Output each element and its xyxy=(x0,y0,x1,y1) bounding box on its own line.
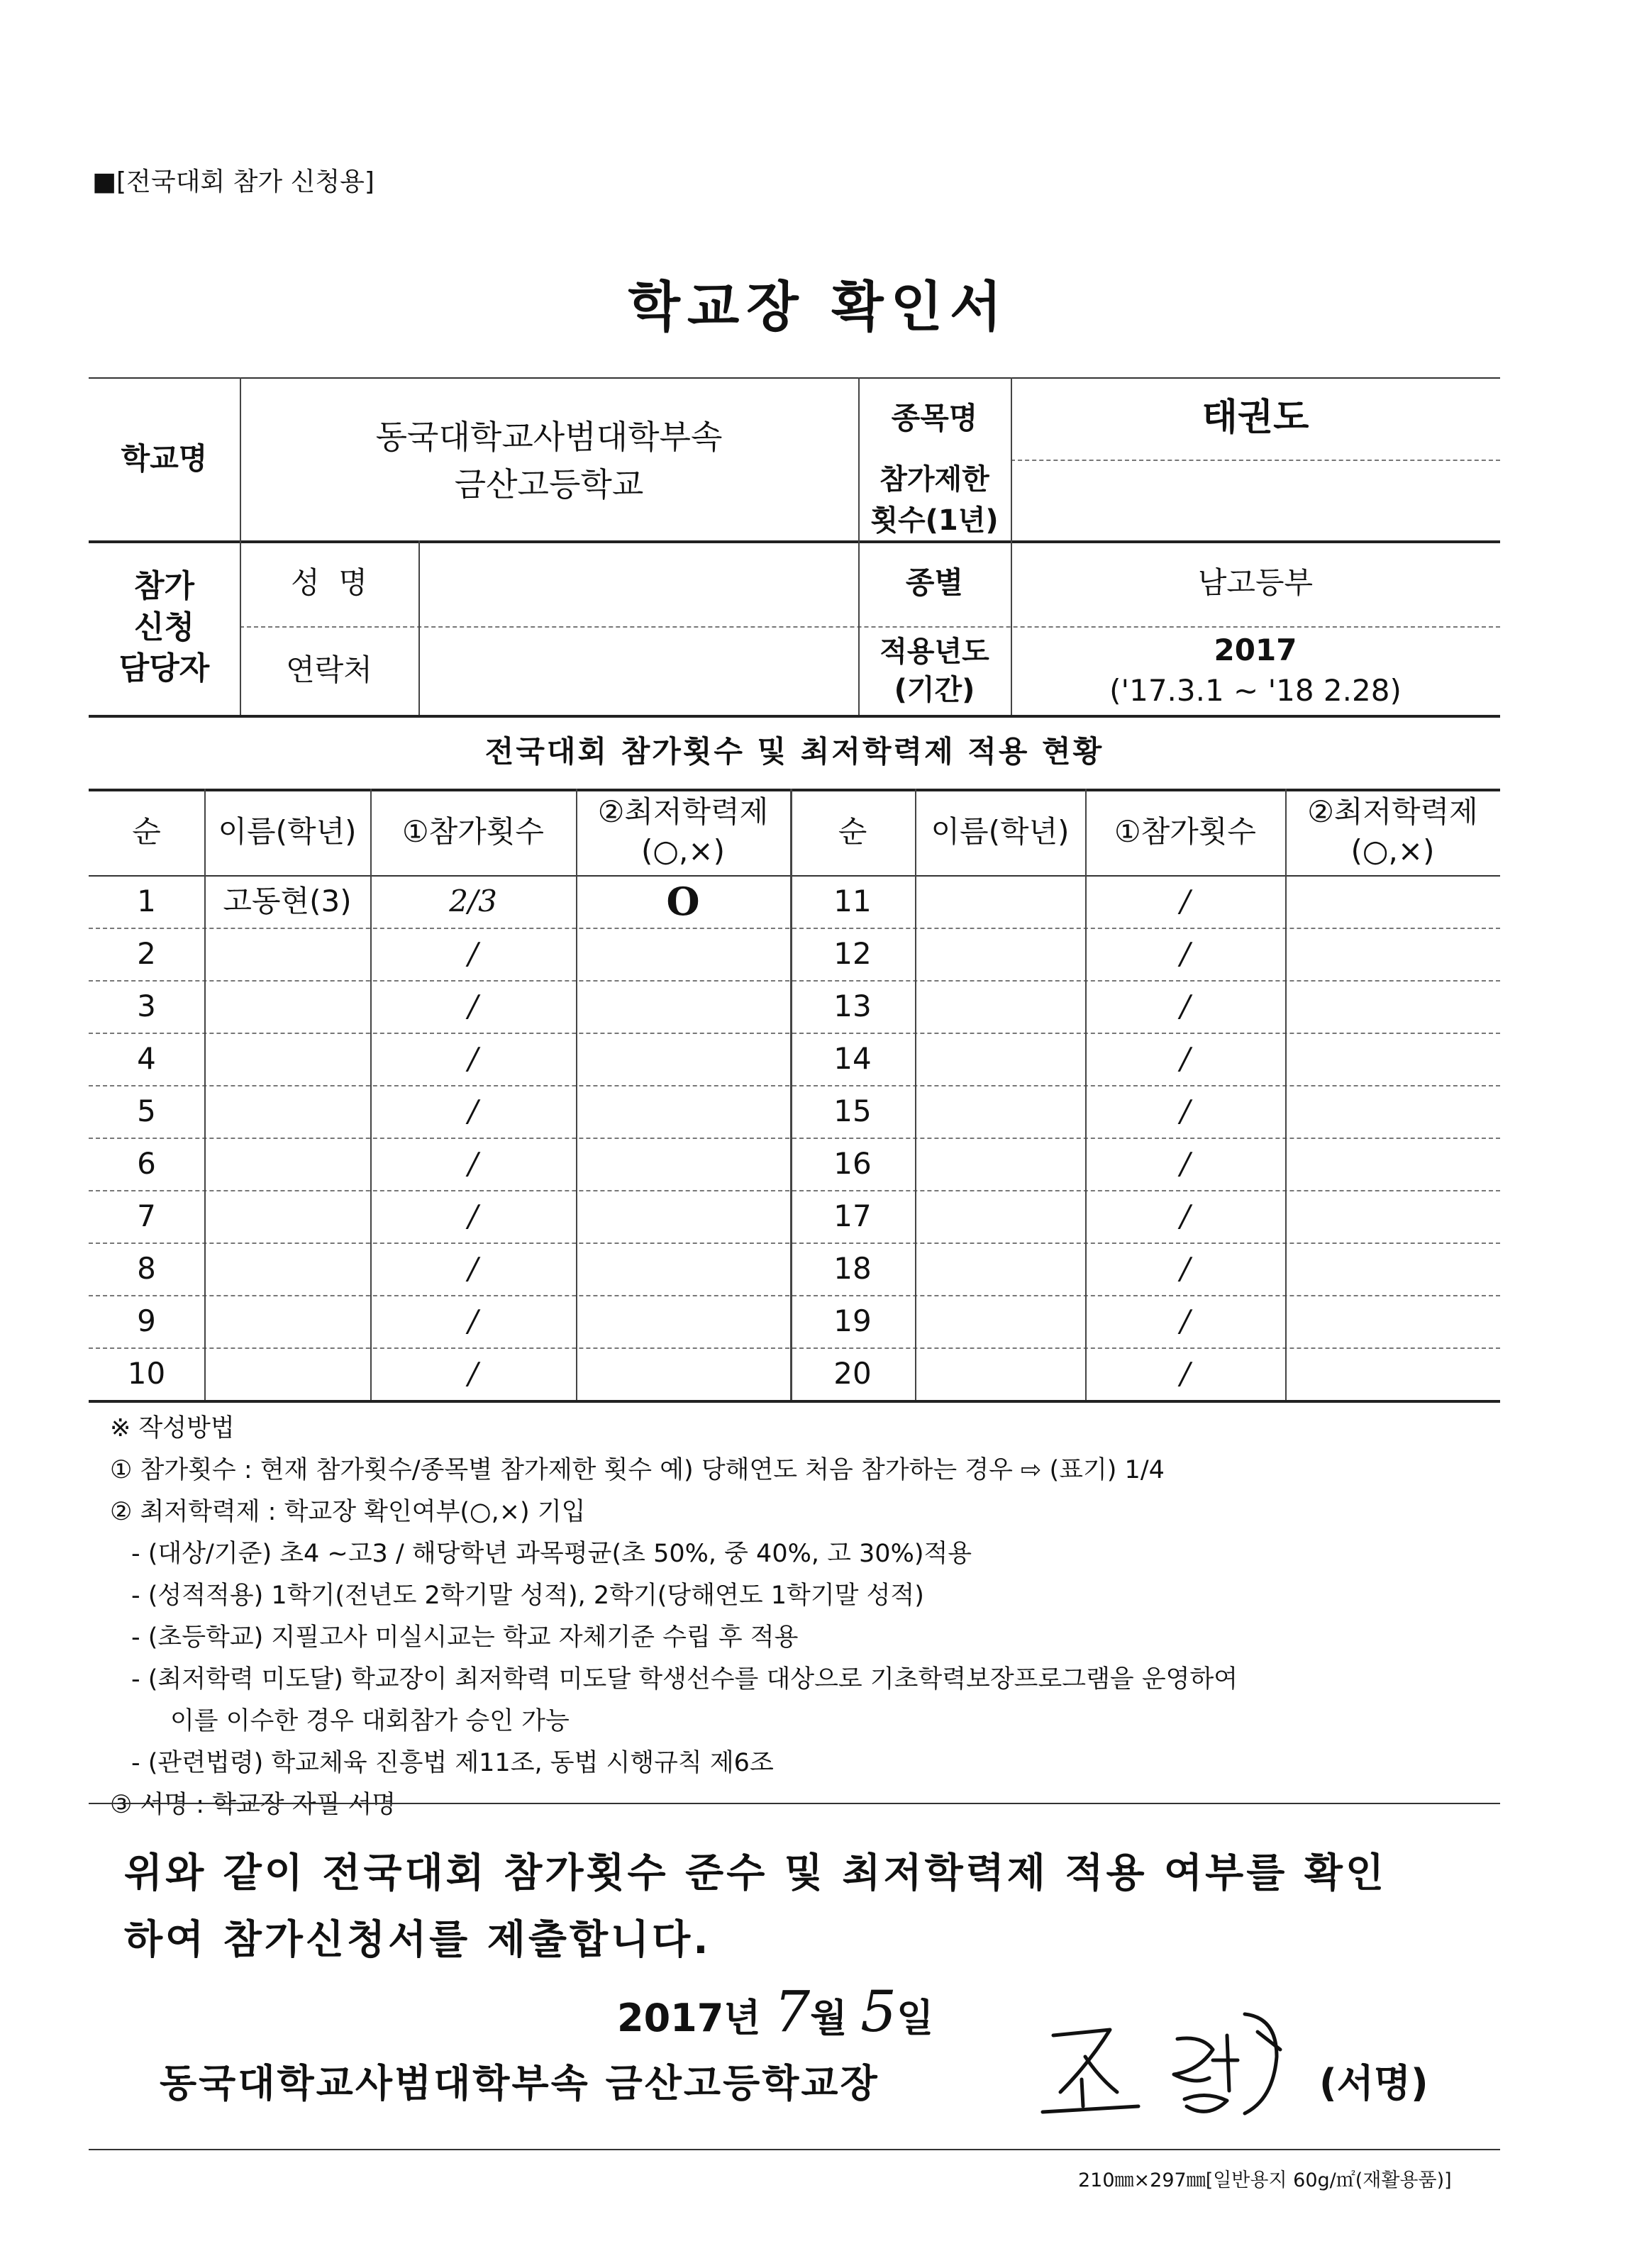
col-no-right: 순 xyxy=(838,813,867,849)
row-no-cell: 20 xyxy=(833,1355,872,1391)
row-count-cell: / xyxy=(467,988,479,1023)
row-name-cell xyxy=(204,1190,370,1243)
applicant-label-line2: 신청 xyxy=(133,608,194,645)
row-name-cell xyxy=(915,875,1085,928)
row-count-cell: / xyxy=(1180,1198,1191,1233)
row-no-cell: 14 xyxy=(833,1040,872,1076)
note-heading: ※ 작성방법 xyxy=(110,1414,235,1442)
row-name-cell xyxy=(915,1085,1085,1138)
applicant-label-line3: 담당자 xyxy=(118,650,210,687)
document-title: 학교장 확인서 xyxy=(628,275,1009,338)
row-min-cell xyxy=(576,1347,790,1400)
declaration xyxy=(124,1840,1387,1974)
year-label xyxy=(858,626,1011,715)
row-count-cell: / xyxy=(1180,1040,1191,1076)
applicant-contact-label: 연락처 xyxy=(286,652,372,688)
note-item: ② 최저학력제 : 학교장 확인여부(○,×) 기입 xyxy=(110,1498,586,1526)
row-count-cell: / xyxy=(467,1303,479,1338)
row-min-cell xyxy=(576,1138,790,1190)
form-type-tag: ■[전국대회 참가 신청용] xyxy=(92,167,374,196)
row-name-cell xyxy=(915,1190,1085,1243)
row-name-cell xyxy=(915,1295,1085,1347)
row-no-cell: 5 xyxy=(137,1093,156,1128)
writing-instructions xyxy=(110,1408,1238,1826)
row-min-cell xyxy=(576,1295,790,1347)
school-name-value xyxy=(240,394,858,528)
principal-title: 동국대학교사범대학부속 금산고등학교장 xyxy=(160,2061,879,2106)
row-name-cell xyxy=(915,1347,1085,1400)
applicant-name-label: 성 명 xyxy=(291,565,367,601)
row-count-cell: / xyxy=(1180,1145,1191,1181)
signature-label: (서명) xyxy=(1319,2061,1428,2106)
row-count-cell: / xyxy=(467,1145,479,1181)
row-no-cell: 6 xyxy=(137,1145,156,1181)
col-count-right: ①참가횟수 xyxy=(1114,813,1256,849)
division-label: 종별 xyxy=(905,565,964,601)
row-no-cell: 17 xyxy=(833,1198,872,1233)
paper-spec: 210㎜×297㎜[일반용지 60g/㎡(재활용품)] xyxy=(1078,2169,1452,2191)
division-value: 남고등부 xyxy=(1197,565,1314,601)
row-count-cell: / xyxy=(1180,1303,1191,1338)
row-no-cell: 4 xyxy=(137,1040,156,1076)
col-min-right xyxy=(1285,789,1500,875)
row-min-cell xyxy=(1285,1347,1500,1400)
note-item: ③ 서명 : 학교장 자필 서명 xyxy=(110,1791,396,1819)
row-count-cell: / xyxy=(1180,883,1191,918)
row-min-cell xyxy=(576,1243,790,1295)
note-item: ① 참가횟수 : 현재 참가횟수/종목별 참가제한 횟수 예) 당해연도 처음 참가하는 경우 ⇨ (표기) 1/4 xyxy=(110,1456,1165,1484)
row-no-cell: 15 xyxy=(833,1093,872,1128)
col-min-left-line2: (○,×) xyxy=(641,833,725,868)
row-name-cell xyxy=(204,1085,370,1138)
row-no-cell: 1 xyxy=(137,883,156,918)
row-no-cell: 7 xyxy=(137,1198,156,1233)
row-no-cell: 11 xyxy=(833,883,872,918)
row-no-cell: 13 xyxy=(833,988,872,1023)
note-subitem: - (대상/기준) 초4 ~고3 / 해당학년 과목평균(초 50%, 중 40%, 고 30%)적용 xyxy=(131,1540,972,1568)
row-count-cell: / xyxy=(467,1093,479,1128)
date-month-handwritten: 7 xyxy=(774,1979,811,2045)
applicant-label-line1: 참가 xyxy=(133,567,194,604)
year-label-line2: (기간) xyxy=(894,673,975,706)
row-min-cell xyxy=(1285,1243,1500,1295)
row-min-cell xyxy=(1285,1295,1500,1347)
row-count-cell: / xyxy=(1180,1093,1191,1128)
row-count-cell: / xyxy=(467,1250,479,1286)
row-count-cell: / xyxy=(467,935,479,971)
row-count-cell: / xyxy=(1180,1355,1191,1391)
row-no-cell: 10 xyxy=(127,1355,166,1391)
note-subitem: - (초등학교) 지필고사 미실시교는 학교 자체기준 수립 후 적용 xyxy=(131,1623,799,1652)
year-label-line1: 적용년도 xyxy=(879,635,989,668)
row-no-cell: 19 xyxy=(833,1303,872,1338)
row-count-cell: 2/3 xyxy=(449,883,497,918)
declaration-line2: 하여 참가신청서를 제출합니다. xyxy=(124,1917,711,1963)
row-name-cell xyxy=(204,928,370,980)
row-name-cell xyxy=(915,1243,1085,1295)
year-value xyxy=(1011,626,1500,715)
col-min-left-line1: ②최저학력제 xyxy=(597,794,769,830)
row-no-cell: 16 xyxy=(833,1145,872,1181)
note-subitem: - (최저학력 미도달) 학교장이 최저학력 미도달 학생선수를 대상으로 기초학력보장프로그램을 운영하여 xyxy=(131,1665,1238,1694)
row-name-cell xyxy=(204,1295,370,1347)
limit-label xyxy=(858,460,1011,540)
row-min-cell xyxy=(1285,875,1500,928)
row-min-cell xyxy=(576,1085,790,1138)
col-count-left: ①참가횟수 xyxy=(402,813,544,849)
applicant-label xyxy=(89,540,240,715)
row-no-cell: 9 xyxy=(137,1303,156,1338)
row-name-cell xyxy=(915,1033,1085,1085)
col-min-right-line2: (○,×) xyxy=(1350,833,1435,868)
date-month-unit: 월 xyxy=(810,1996,848,2040)
col-min-left xyxy=(576,789,790,875)
col-min-right-line1: ②최저학력제 xyxy=(1307,794,1478,830)
row-name-cell xyxy=(204,1138,370,1190)
row-no-cell: 12 xyxy=(833,935,872,971)
school-name-label: 학교명 xyxy=(121,440,208,476)
row-name-cell xyxy=(915,928,1085,980)
note-subitem: - (관련법령) 학교체육 진흥법 제11조, 동법 시행규칙 제6조 xyxy=(131,1749,774,1777)
row-name-cell xyxy=(204,1347,370,1400)
row-name-cell xyxy=(915,980,1085,1033)
row-min-cell xyxy=(1285,1190,1500,1243)
row-no-cell: 18 xyxy=(833,1250,872,1286)
row-name-cell xyxy=(204,1243,370,1295)
col-name-left: 이름(학년) xyxy=(218,813,357,849)
row-count-cell: / xyxy=(467,1198,479,1233)
status-table-title: 전국대회 참가횟수 및 최저학력제 적용 현황 xyxy=(484,733,1104,769)
row-min-cell xyxy=(576,928,790,980)
declaration-line1: 위와 같이 전국대회 참가횟수 준수 및 최저학력제 적용 여부를 확인 xyxy=(124,1850,1387,1896)
school-name-line1: 동국대학교사범대학부속 xyxy=(375,418,723,457)
applied-period: ('17.3.1 ~ '18 2.28) xyxy=(1109,672,1402,708)
row-count-cell: / xyxy=(467,1040,479,1076)
row-count-cell: / xyxy=(1180,988,1191,1023)
row-name-cell xyxy=(915,1138,1085,1190)
row-count-cell: / xyxy=(1180,935,1191,971)
row-min-cell xyxy=(1285,1085,1500,1138)
handwritten-signature xyxy=(1032,2007,1330,2128)
row-min-cell xyxy=(576,980,790,1033)
limit-label-line2: 횟수(1년) xyxy=(870,504,999,537)
date-year: 2017년 xyxy=(617,1996,761,2040)
date-day-handwritten: 5 xyxy=(860,1979,897,2045)
applicant-contact-value xyxy=(418,626,858,715)
row-min-cell: O xyxy=(666,878,700,924)
applicant-name-value xyxy=(418,540,858,626)
row-min-cell xyxy=(1285,980,1500,1033)
note-subitem: - (성적적용) 1학기(전년도 2학기말 성적), 2학기(당해연도 1학기말 성적) xyxy=(131,1582,924,1610)
row-min-cell xyxy=(576,1190,790,1243)
row-count-cell: / xyxy=(1180,1250,1191,1286)
applied-year: 2017 xyxy=(1214,632,1297,667)
event-value: 태권도 xyxy=(1202,396,1309,440)
row-no-cell: 8 xyxy=(137,1250,156,1286)
school-name-line2: 금산고등학교 xyxy=(454,465,644,504)
row-min-cell xyxy=(576,1033,790,1085)
row-min-cell xyxy=(1285,1138,1500,1190)
submission-date xyxy=(617,1979,933,2045)
row-min-cell xyxy=(1285,1033,1500,1085)
limit-label-line1: 참가제한 xyxy=(879,463,989,496)
row-no-cell: 3 xyxy=(137,988,156,1023)
row-count-cell: / xyxy=(467,1355,479,1391)
col-no-left: 순 xyxy=(132,813,161,849)
row-no-cell: 2 xyxy=(137,935,156,971)
row-name-cell: 고동현(3) xyxy=(223,883,352,918)
event-label: 종목명 xyxy=(891,400,978,435)
limit-value xyxy=(1011,460,1500,540)
row-min-cell xyxy=(1285,928,1500,980)
row-name-cell xyxy=(204,1033,370,1085)
row-name-cell xyxy=(204,980,370,1033)
note-subitem-continued: 이를 이수한 경우 대회참가 승인 가능 xyxy=(170,1707,570,1735)
date-day-unit: 일 xyxy=(897,1996,934,2040)
col-name-right: 이름(학년) xyxy=(931,813,1070,849)
